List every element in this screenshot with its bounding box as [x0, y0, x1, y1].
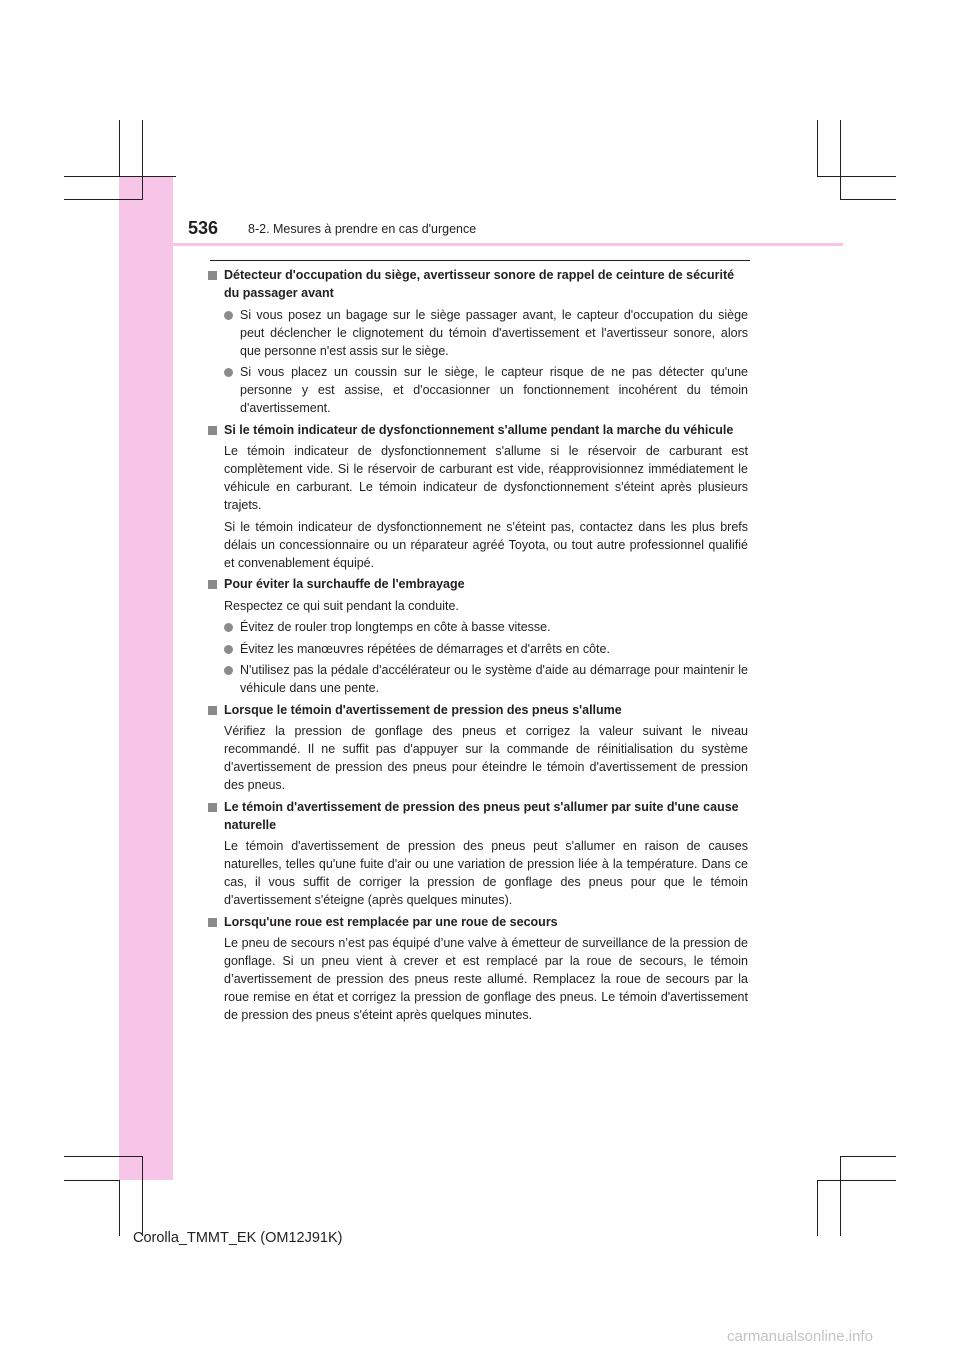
square-bullet-icon [208, 706, 217, 715]
item-heading [208, 575, 748, 593]
header-rule [119, 243, 843, 246]
crop-mark [64, 1180, 120, 1181]
crop-mark [64, 1156, 143, 1157]
circle-bullet-icon [224, 666, 233, 675]
watermark-link[interactable]: carmanualsonline.info [727, 1328, 873, 1345]
bullet-point [208, 661, 748, 697]
bullet-text: Évitez de rouler trop longtemps en côte à basse vitesse. [240, 620, 551, 634]
crop-mark [142, 120, 143, 200]
item-title: Pour éviter la surchauffe de l'embrayage [224, 577, 465, 591]
content-body [208, 266, 748, 1028]
crop-mark [64, 176, 176, 177]
circle-bullet-icon [224, 623, 233, 632]
bullet-text: N'utilisez pas la pédale d'accélérateur ou le système d'aide au démarrage pour maintenir le véhicule dans une pente. [240, 663, 748, 695]
crop-mark [840, 1156, 896, 1157]
page-number: 536 [188, 218, 219, 238]
bullet-text: Si vous placez un coussin sur le siège, le capteur risque de ne pas détecter qu'une personne y est assise, et d'occasionner un fonctionnement incohérent du témoin d'avertissement. [240, 365, 748, 415]
square-bullet-icon [208, 580, 217, 589]
bullet-point [208, 618, 748, 636]
item-title: Lorsqu'une roue est remplacée par une roue de secours [224, 914, 558, 929]
content-item [208, 421, 748, 572]
item-title: Détecteur d'occupation du siège, avertisseur sonore de rappel de ceinture de sécurité du passager avant [224, 268, 735, 300]
crop-mark [840, 120, 841, 200]
circle-bullet-icon [224, 368, 233, 377]
crop-mark [142, 1156, 143, 1236]
square-bullet-icon [208, 426, 217, 435]
paragraph: Le témoin indicateur de dysfonctionnement s'allume si le réservoir de carburant est complètement vide. Si le réservoir de carburant est vide, réapprovisionnez immédiatement le véhicule en carburant. Le témoin indicateur de dysfonctionnement s'éteint après plusieurs trajets. [224, 444, 748, 512]
square-bullet-icon [208, 803, 217, 812]
paragraph: Vérifiez la pression de gonflage des pneus et corrigez la valeur suivant le niveau recommandé. Il ne suffit pas d'appuyer sur la commande de réinitialisation du système d'avertissement de pression des pneus pour éteindre le témoin d'avertissement de pression des pneus. [224, 724, 748, 792]
crop-mark [840, 199, 896, 200]
side-color-tab [119, 176, 173, 1180]
crop-mark [817, 1180, 896, 1181]
circle-bullet-icon [224, 645, 233, 654]
crop-mark [119, 120, 120, 176]
crop-mark [119, 1180, 120, 1236]
paragraph: Le pneu de secours n’est pas équipé d’une valve à émetteur de surveillance de la pression de gonflage. Si un pneu vient à crever et est remplacé par la roue de secours, le témoin d’avertissement de pression des pneus reste allumé. Remplacez la roue de secours par la roue remise en état et corrigez la pression de gonflage des pneus. Le témoin d'avertissement de pression des pneus s'éteint après quelques minutes. [224, 936, 748, 1022]
paragraph: Le témoin d'avertissement de pression des pneus peut s'allumer en raison de causes naturelles, telles qu'une fuite d'air ou une variation de pression liée à la température. Dans ce cas, il vous suffit de corriger la pression de gonflage des pneus pour que le témoin d'avertissement s'éteigne (après quelques minutes). [224, 839, 748, 907]
circle-bullet-icon [224, 311, 233, 320]
paragraph: Si le témoin indicateur de dysfonctionnement ne s'éteint pas, contactez dans les plus brefs délais un concessionnaire ou un réparateur agréé Toyota, ou tout autre professionnel qualifié et convenablement équipé. [224, 519, 748, 570]
crop-mark [817, 176, 896, 177]
item-title: Lorsque le témoin d'avertissement de pression des pneus s'allume [224, 702, 622, 717]
paragraph: Respectez ce qui suit pendant la conduite. [224, 598, 459, 613]
crop-mark [817, 1180, 818, 1236]
section-title: 8-2. Mesures à prendre en cas d'urgence [248, 222, 477, 236]
item-title: Le témoin d'avertissement de pression des pneus peut s'allumer par suite d'une cause naturelle [224, 799, 739, 832]
crop-mark [64, 199, 143, 200]
content-item [208, 701, 748, 795]
bullet-point [208, 640, 748, 658]
square-bullet-icon [208, 918, 217, 927]
item-heading [208, 266, 748, 302]
footer-model-code: Corolla_TMMT_EK (OM12J91K) [133, 1230, 343, 1246]
square-bullet-icon [208, 271, 217, 280]
crop-mark [840, 1156, 841, 1236]
content-top-rule [210, 260, 750, 261]
content-item [208, 798, 748, 910]
bullet-text: Si vous posez un bagage sur le siège passager avant, le capteur d'occupation du siège peut déclencher le clignotement du témoin d'avertissement et l'avertisseur sonore, alors que personne n'est assis sur le siège. [240, 307, 748, 358]
bullet-text: Évitez les manœuvres répétées de démarrages et d'arrêts en côte. [240, 641, 610, 656]
bullet-point [208, 306, 748, 360]
item-heading [208, 798, 748, 834]
content-item [208, 575, 748, 697]
content-item [208, 266, 748, 417]
crop-mark [817, 120, 818, 176]
content-item [208, 913, 748, 1025]
item-title: Si le témoin indicateur de dysfonctionnement s'allume pendant la marche du véhicule [224, 422, 734, 437]
item-heading [208, 913, 748, 931]
item-heading [208, 701, 748, 719]
bullet-point [208, 363, 748, 417]
item-heading [208, 421, 748, 439]
